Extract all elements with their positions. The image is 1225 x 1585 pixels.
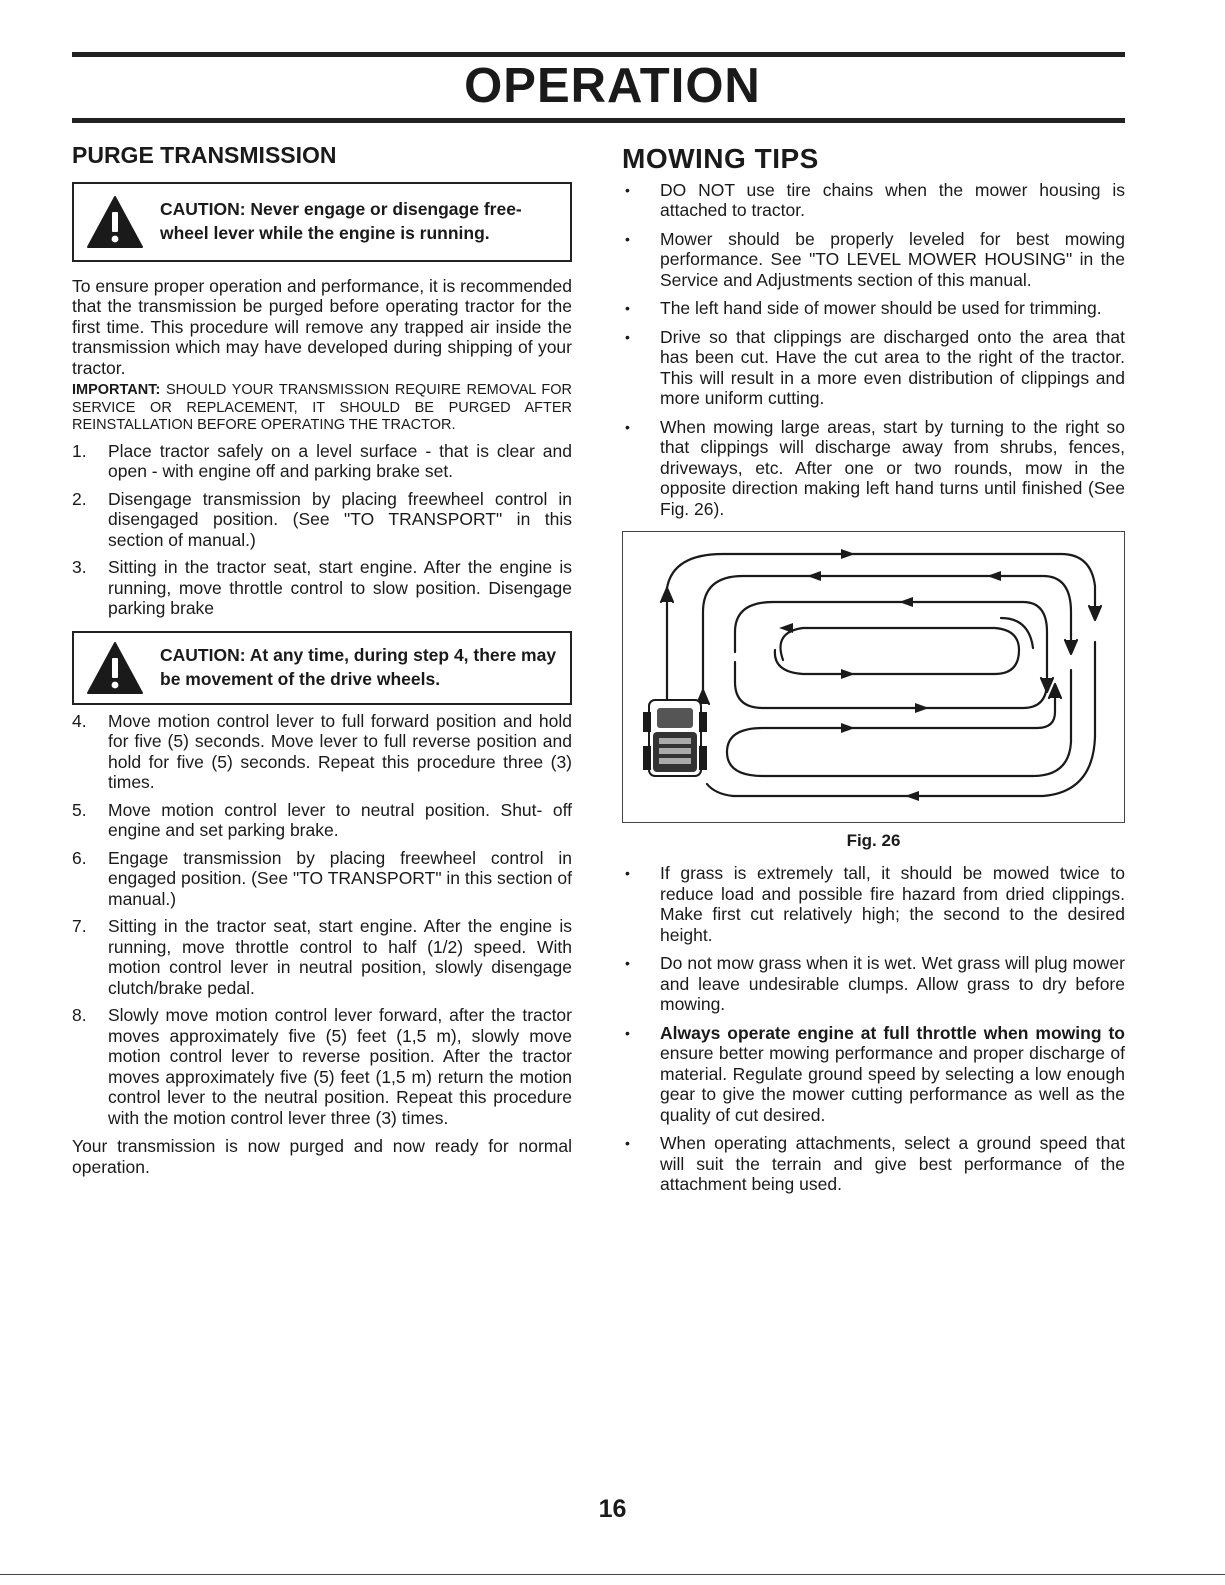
mowing-pattern-diagram [623,532,1124,822]
bullet: • [625,955,630,972]
step-item [72,711,572,793]
step-number: 7. [72,916,87,937]
bullet: • [625,328,630,345]
bottom-rule [0,1574,1225,1575]
list-item [622,298,1125,319]
mowing-tips-section [622,142,1125,1203]
important-text: SHOULD YOUR TRANSMISSION REQUIRE REMOVAL FOR SERVICE OR REPLACEMENT, IT SHOULD BE PURGED AFTER REINSTALLATION BEFORE OPERATING THE TRACTOR. [72,382,572,434]
step-number: 6. [72,847,87,868]
important-label: IMPORTANT: [72,382,161,399]
step-item [72,848,572,910]
page-title: OPERATION [464,59,761,113]
tips-list-2 [622,863,1125,1015]
steps-list-2 [72,711,572,1129]
caution-text: CAUTION: Never engage or disengage free-wheel lever while the engine is running. [160,198,522,243]
bullet-text: Do not mow grass when it is wet. Wet grass will plug mower and leave undesirable clumps. Allow grass to dry before mowing. [660,953,1125,1015]
tips-list-3 [622,1023,1125,1126]
step-text: Sitting in the tractor seat, start engine. After the engine is running, move throttle control to half (1/2) speed. With motion control lever in neutral position, slowly disengage clutch/brake pedal. [108,916,572,998]
step-item [72,489,572,551]
list-item [622,229,1125,291]
section-heading: MOWING TIPS [622,143,819,174]
caution-text: CAUTION: At any time, during step 4, there may be movement of the drive wheels. [160,644,557,689]
step-number: 8. [72,1005,87,1026]
closing-paragraph: Your transmission is now purged and now ready for normal operation. [72,1136,572,1177]
warning-triangle-icon [86,195,144,249]
list-item [622,1133,1125,1195]
caution-box [72,631,572,705]
warning-triangle-icon [86,641,144,695]
bullet-text: The left hand side of mower should be used for trimming. [660,298,1102,319]
step-text: Place tractor safely on a level surface - that is clear and open - with engine off and parking brake set. [108,440,572,482]
step-number: 3. [72,557,87,578]
step-text: Move motion control lever to neutral position. Shut- off engine and set parking brake. [108,799,572,841]
title-rule [72,118,1125,123]
step-number: 4. [72,710,87,731]
step-item [72,557,572,619]
steps-list-1 [72,441,572,619]
bullet-text: When mowing large areas, start by turning to the right so that clippings will discharge away from shrubs, fences, driveways, etc. After one or two rounds, mow in the opposite direction making left hand turns until finished (See Fig. 26). [660,416,1125,519]
step-number: 5. [72,799,87,820]
intro-paragraph: To ensure proper operation and performance, it is recommended that the transmission be purged before operating tractor for the first time. This procedure will remove any trapped air inside the transmission which may have developed during shipping of your tractor. [72,275,572,378]
step-number: 2. [72,488,87,509]
figure-caption: Fig. 26 [846,831,901,851]
top-rule [72,52,1125,57]
list-item [622,327,1125,409]
bullet: • [625,230,630,247]
bullet-text: Mower should be properly leveled for best mowing performance. See "TO LEVEL MOWER HOUSING" in the Service and Adjustments section of this manual. [660,228,1125,290]
bullet-text: ensure better mowing performance and proper discharge of material. Regulate ground speed by selecting a low enough gear to give the mower cutting performance as well as the quality of cut desired. [660,1043,1125,1125]
tips-list-1 [622,180,1125,520]
section-heading: PURGE TRANSMISSION [72,142,337,168]
step-text: Move motion control lever to full forward position and hold for five (5) seconds. Move lever to full reverse position and hold for five (5) seconds. Repeat this procedure three (3) times. [108,710,572,793]
step-item [72,916,572,998]
list-item [622,863,1125,945]
important-note [72,382,572,435]
step-item [72,441,572,482]
figure-26 [622,531,1125,823]
bullet: • [625,1024,630,1041]
bullet: • [625,865,630,882]
tractor-icon [643,700,707,776]
page-number: 16 [598,1495,627,1523]
bullet: • [625,300,630,317]
list-item [622,180,1125,221]
list-item [622,417,1125,520]
bullet-text: Drive so that clippings are discharged onto the area that has been cut. Have the cut area to the right of the tractor. This will result in a more even distribution of clippings and more uniform cutting. [660,326,1125,409]
bullet-text: If grass is extremely tall, it should be mowed twice to reduce load and possible fire hazard from dried clippings. Make first cut relatively high; the second to the desired height. [660,863,1125,945]
list-item [622,1023,1125,1126]
step-item [72,1005,572,1128]
caution-box [72,182,572,262]
bullet-text: When operating attachments, select a ground speed that will suit the terrain and give best performance of the attachment being used. [660,1133,1125,1195]
bullet: • [625,181,630,198]
bullet: • [625,1135,630,1152]
step-number: 1. [72,440,87,461]
bullet-text: DO NOT use tire chains when the mower housing is attached to tractor. [660,179,1125,221]
purge-transmission-section [72,142,572,1177]
tips-list-4 [622,1133,1125,1195]
step-text: Sitting in the tractor seat, start engine. After the engine is running, move throttle control to slow position. Disengage parking brake [108,557,572,619]
bullet: • [625,418,630,435]
step-text: Disengage transmission by placing freewheel control in disengaged position. (See "TO TRANSPORT" in this section of manual.) [108,488,572,550]
list-item [622,953,1125,1015]
step-item [72,800,572,841]
step-text: Engage transmission by placing freewheel control in engaged position. (See "TO TRANSPORT" in this section of manual.) [108,847,572,909]
step-text: Slowly move motion control lever forward, after the tractor moves approximately five (5) feet (1,5 m), slowly move motion control lever to reverse position. After the tractor moves approximately five (5) feet (1,5 m) return the motion control lever to the neutral position. Repeat this procedure with the motion control lever three (3) times. [108,1005,572,1128]
bold-text: Always operate engine at full throttle when mowing to [660,1022,1125,1043]
